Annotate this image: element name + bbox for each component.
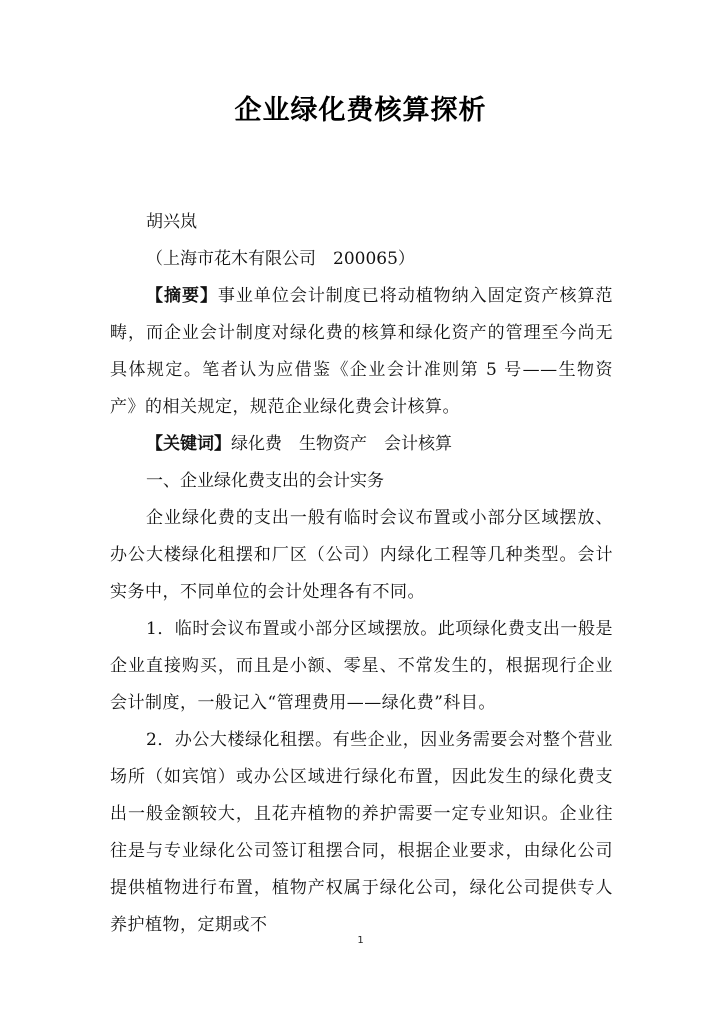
document-title: 企业绿化费核算探析 bbox=[234, 95, 487, 126]
author-name: 胡兴岚 bbox=[146, 212, 197, 232]
keywords-line bbox=[110, 426, 649, 463]
page-number: 1 bbox=[357, 935, 364, 946]
author-affiliation: （上海市花木有限公司 200065） bbox=[146, 249, 415, 269]
body-paragraph: 企业绿化费的支出一般有临时会议布置或小部分区域摆放、办公大楼绿化租摆和厂区（公司）内绿化工程等几种类型。会计实务中，不同单位的会计处理各有不同。 bbox=[110, 508, 613, 602]
body-paragraph: 2．办公大楼绿化租摆。有些企业，因业务需要会对整个营业场所（如宾馆）或办公区域进行绿化布置，因此发生的绿化费支出一般金额较大，且花卉植物的养护需要一定专业知识。企业往往是与专业绿化公司签订租摆合同，根据企业要求，由绿化公司提供植物进行布置，植物产权属于绿化公司，绿化公司提供专人养护植物，定期或不 bbox=[110, 730, 613, 935]
keywords-label: 【关键词】 bbox=[146, 434, 231, 454]
section-heading: 一、企业绿化费支出的会计实务 bbox=[146, 471, 384, 491]
abstract-text: 事业单位会计制度已将动植物纳入固定资产核算范畴，而企业会计制度对绿化费的核算和绿化资产的管理至今尚无具体规定。笔者认为应借鉴《企业会计准则第 5 号——生物资产》的相关规定，规范企业绿化费会计核算。 bbox=[110, 286, 614, 417]
body-paragraph: 1．临时会议布置或小部分区域摆放。此项绿化费支出一般是企业直接购买，而且是小额、零星、不常发生的，根据现行企业会计制度，一般记入“管理费用——绿化费”科目。 bbox=[110, 619, 613, 713]
abstract-label: 【摘要】 bbox=[146, 286, 218, 306]
abstract-paragraph bbox=[110, 278, 613, 426]
keywords-text: 绿化费 生物资产 会计核算 bbox=[231, 434, 452, 454]
